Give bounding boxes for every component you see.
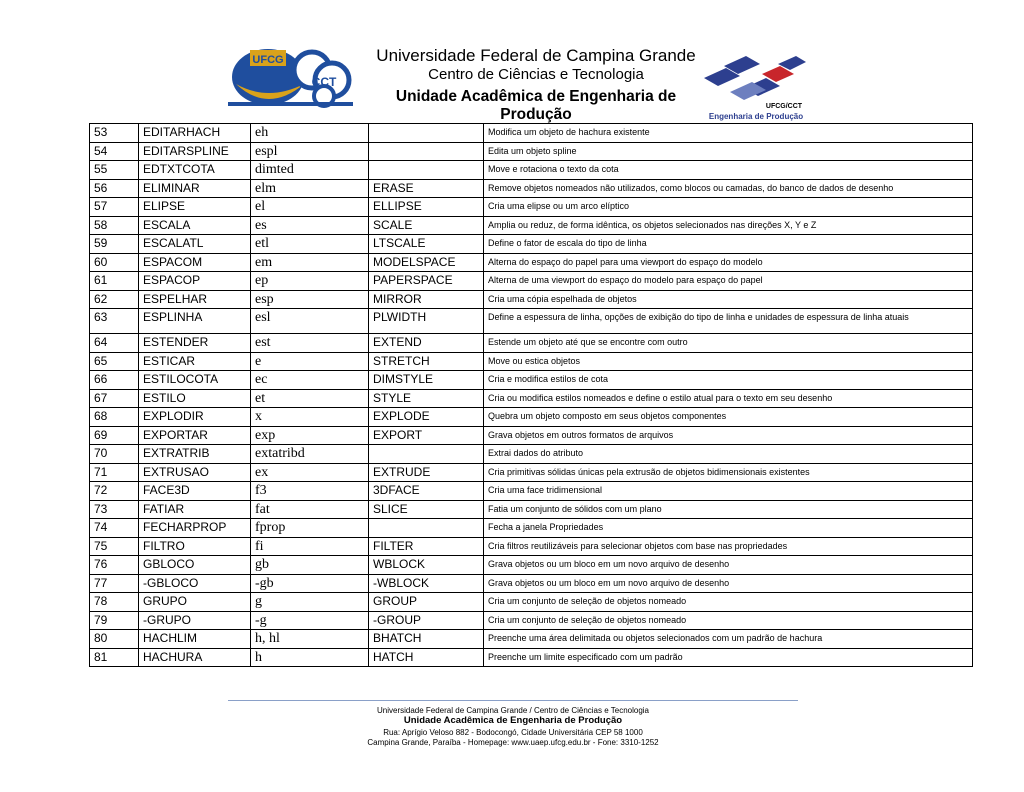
table-row [90,426,973,445]
english-command: MIRROR [369,290,484,309]
command-alias: el [251,198,369,217]
command-description: Preenche um limite especificado com um padrão [484,648,973,667]
table-row [90,593,973,612]
commands-table [89,123,973,667]
unit-name: Unidade Acadêmica de Engenharia de Produção [395,88,677,123]
row-number: 71 [90,463,139,482]
table-row [90,142,973,161]
command-description: Quebra um objeto composto em seus objetos componentes [484,408,973,427]
command-alias: h, hl [251,630,369,649]
portuguese-command: GBLOCO [139,556,251,575]
portuguese-command: ESPELHAR [139,290,251,309]
table-row [90,334,973,353]
command-description: Cria uma elipse ou um arco elíptico [484,198,973,217]
ufcg-cct-tag: UFCG/CCT [765,103,803,110]
row-number: 81 [90,648,139,667]
portuguese-command: ESCALATL [139,235,251,254]
english-command: EXTRUDE [369,463,484,482]
command-alias: exp [251,426,369,445]
portuguese-command: -GRUPO [139,611,251,630]
portuguese-command: EDITARSPLINE [139,142,251,161]
command-description: Define a espessura de linha, opções de exibição do tipo de linha e unidades de espessura de linha atuais [484,309,973,334]
command-description: Cria ou modifica estilos nomeados e define o estilo atual para o texto em seu desenho [484,389,973,408]
row-number: 65 [90,352,139,371]
command-alias: ep [251,272,369,291]
command-alias: em [251,253,369,272]
command-alias: est [251,334,369,353]
portuguese-command: ESTILO [139,389,251,408]
row-number: 61 [90,272,139,291]
portuguese-command: FECHARPROP [139,519,251,538]
command-description: Fatia um conjunto de sólidos com um plano [484,500,973,519]
table-row [90,389,973,408]
english-command [369,519,484,538]
row-number: 63 [90,309,139,334]
row-number: 55 [90,161,139,180]
engenharia-producao-logo [700,48,808,122]
english-command: SCALE [369,216,484,235]
row-number: 73 [90,500,139,519]
cct-logo-text: CCT [311,75,337,89]
table-row [90,574,973,593]
command-description: Alterna do espaço do papel para uma viewport do espaço do modelo [484,253,973,272]
portuguese-command: ESPACOM [139,253,251,272]
row-number: 80 [90,630,139,649]
portuguese-command: FILTRO [139,537,251,556]
portuguese-command: GRUPO [139,593,251,612]
footer-unit: Unidade Acadêmica de Engenharia de Produção [403,715,623,726]
command-alias: extatribd [251,445,369,464]
command-alias: dimted [251,161,369,180]
footer-divider [228,700,798,701]
english-command: FILTER [369,537,484,556]
portuguese-command: ELIMINAR [139,179,251,198]
commands-table-body [90,124,973,667]
row-number: 68 [90,408,139,427]
row-number: 77 [90,574,139,593]
command-description: Fecha a janela Propriedades [484,519,973,538]
command-description: Grava objetos ou um bloco em um novo arquivo de desenho [484,574,973,593]
command-description: Cria e modifica estilos de cota [484,371,973,390]
english-command: BHATCH [369,630,484,649]
english-command: -WBLOCK [369,574,484,593]
command-description: Move ou estica objetos [484,352,973,371]
portuguese-command: EXPLODIR [139,408,251,427]
row-number: 53 [90,124,139,143]
portuguese-command: EXTRUSAO [139,463,251,482]
english-command: EXPORT [369,426,484,445]
table-row [90,463,973,482]
command-description: Grava objetos em outros formatos de arquivos [484,426,973,445]
english-command: ELLIPSE [369,198,484,217]
command-description: Cria primitivas sólidas únicas pela extrusão de objetos bidimensionais existentes [484,463,973,482]
row-number: 70 [90,445,139,464]
command-description: Edita um objeto spline [484,142,973,161]
row-number: 76 [90,556,139,575]
row-number: 62 [90,290,139,309]
table-row [90,272,973,291]
english-command: ERASE [369,179,484,198]
table-row [90,179,973,198]
table-row [90,445,973,464]
english-command: PAPERSPACE [369,272,484,291]
command-description: Cria uma cópia espelhada de objetos [484,290,973,309]
footer-university: Universidade Federal de Campina Grande / Centro de Ciências e Tecnologia [376,706,649,715]
command-description: Cria uma face tridimensional [484,482,973,501]
english-command: HATCH [369,648,484,667]
portuguese-command: FACE3D [139,482,251,501]
row-number: 59 [90,235,139,254]
row-number: 64 [90,334,139,353]
command-alias: ec [251,371,369,390]
portuguese-command: EXPORTAR [139,426,251,445]
english-command: DIMSTYLE [369,371,484,390]
row-number: 75 [90,537,139,556]
table-row [90,611,973,630]
command-description: Extrai dados do atributo [484,445,973,464]
command-description: Move e rotaciona o texto da cota [484,161,973,180]
command-description: Cria um conjunto de seleção de objetos nomeado [484,593,973,612]
row-number: 57 [90,198,139,217]
english-command: EXPLODE [369,408,484,427]
english-command [369,142,484,161]
table-row [90,216,973,235]
command-alias: es [251,216,369,235]
command-description: Alterna de uma viewport do espaço do modelo para espaço do papel [484,272,973,291]
command-alias: etl [251,235,369,254]
ufcg-cct-logo [228,44,358,110]
center-name: Centro de Ciências e Tecnologia [428,66,644,83]
university-name: Universidade Federal de Campina Grande [376,46,696,65]
command-alias: esl [251,309,369,334]
command-alias: et [251,389,369,408]
english-command: 3DFACE [369,482,484,501]
table-row [90,352,973,371]
row-number: 79 [90,611,139,630]
english-command: WBLOCK [369,556,484,575]
table-row [90,124,973,143]
row-number: 66 [90,371,139,390]
portuguese-command: ESCALA [139,216,251,235]
row-number: 67 [90,389,139,408]
command-description: Cria filtros reutilizáveis para selecionar objetos com base nas propriedades [484,537,973,556]
footer-contact: Campina Grande, Paraíba - Homepage: www.uaep.ufcg.edu.br - Fone: 3310-1252 [367,738,659,747]
table-row [90,500,973,519]
row-number: 69 [90,426,139,445]
command-description: Preenche uma área delimitada ou objetos selecionados com um padrão de hachura [484,630,973,649]
command-alias: esp [251,290,369,309]
ufcg-logo-text: UFCG [252,54,284,66]
command-alias: -g [251,611,369,630]
command-alias: -gb [251,574,369,593]
row-number: 78 [90,593,139,612]
command-alias: ex [251,463,369,482]
english-command: STRETCH [369,352,484,371]
english-command: STYLE [369,389,484,408]
table-row [90,253,973,272]
table-row [90,630,973,649]
command-alias: fat [251,500,369,519]
english-command: EXTEND [369,334,484,353]
english-command: SLICE [369,500,484,519]
portuguese-command: ESTICAR [139,352,251,371]
portuguese-command: HACHLIM [139,630,251,649]
command-description: Modifica um objeto de hachura existente [484,124,973,143]
table-row [90,648,973,667]
row-number: 58 [90,216,139,235]
english-command [369,445,484,464]
table-row [90,482,973,501]
portuguese-command: ESPACOP [139,272,251,291]
english-command: LTSCALE [369,235,484,254]
table-row [90,408,973,427]
footer-address: Rua: Aprígio Veloso 882 - Bodocongó, Cidade Universitária CEP 58 1000 [383,728,643,737]
english-command: MODELSPACE [369,253,484,272]
command-alias: gb [251,556,369,575]
table-row [90,556,973,575]
english-command [369,161,484,180]
portuguese-command: ESPLINHA [139,309,251,334]
table-row [90,290,973,309]
portuguese-command: ESTENDER [139,334,251,353]
portuguese-command: FATIAR [139,500,251,519]
row-number: 74 [90,519,139,538]
english-command: -GROUP [369,611,484,630]
command-alias: fi [251,537,369,556]
table-row [90,161,973,180]
row-number: 60 [90,253,139,272]
table-row [90,235,973,254]
command-alias: espl [251,142,369,161]
command-alias: elm [251,179,369,198]
portuguese-command: HACHURA [139,648,251,667]
portuguese-command: ELIPSE [139,198,251,217]
command-alias: h [251,648,369,667]
portuguese-command: EDITARHACH [139,124,251,143]
table-row [90,519,973,538]
ep-logo-caption: Engenharia de Produção [708,112,804,121]
command-alias: x [251,408,369,427]
table-row [90,537,973,556]
command-description: Cria um conjunto de seleção de objetos nomeado [484,611,973,630]
portuguese-command: EDTXTCOTA [139,161,251,180]
command-description: Amplia ou reduz, de forma idêntica, os objetos selecionados nas direções X, Y e Z [484,216,973,235]
portuguese-command: EXTRATRIB [139,445,251,464]
page-header [0,0,1024,122]
english-command [369,124,484,143]
table-row [90,309,973,334]
portuguese-command: -GBLOCO [139,574,251,593]
row-number: 54 [90,142,139,161]
command-description: Define o fator de escala do tipo de linha [484,235,973,254]
command-alias: eh [251,124,369,143]
english-command: PLWIDTH [369,309,484,334]
command-description: Remove objetos nomeados não utilizados, como blocos ou camadas, do banco de dados de desenho [484,179,973,198]
row-number: 56 [90,179,139,198]
row-number: 72 [90,482,139,501]
portuguese-command: ESTILOCOTA [139,371,251,390]
english-command: GROUP [369,593,484,612]
command-alias: e [251,352,369,371]
command-alias: fprop [251,519,369,538]
command-description: Estende um objeto até que se encontre com outro [484,334,973,353]
table-row [90,198,973,217]
command-alias: g [251,593,369,612]
table-row [90,371,973,390]
command-alias: f3 [251,482,369,501]
command-description: Grava objetos ou um bloco em um novo arquivo de desenho [484,556,973,575]
